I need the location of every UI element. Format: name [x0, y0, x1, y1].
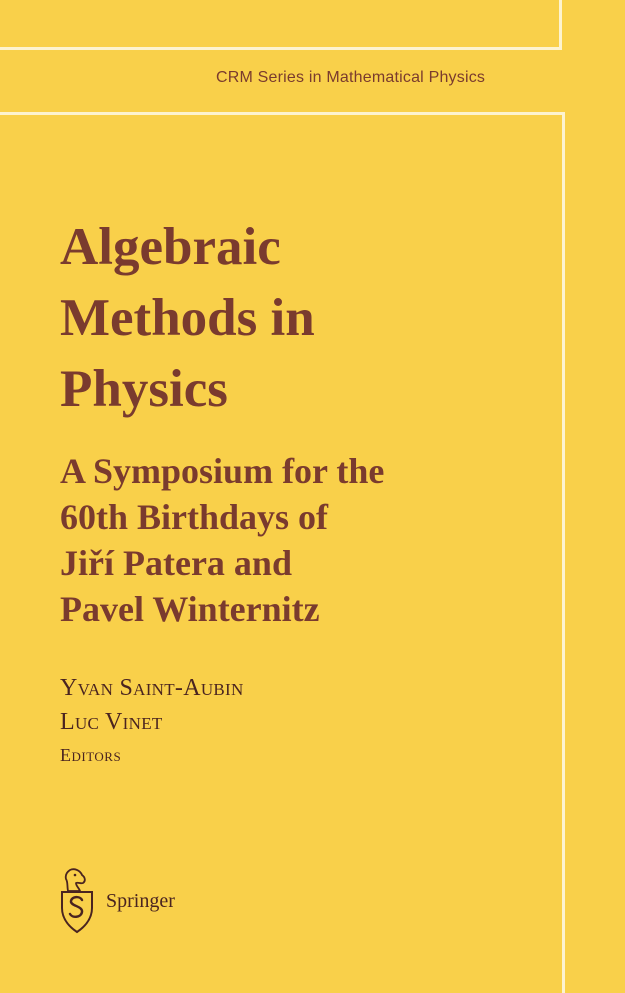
title-line: Algebraic	[60, 218, 281, 276]
publisher	[56, 866, 175, 936]
top-frame-rule	[0, 47, 562, 50]
title-line: Physics	[60, 360, 228, 418]
editors-label: Editors	[60, 745, 122, 765]
book-subtitle	[60, 448, 384, 632]
subtitle-line: Pavel Winternitz	[60, 589, 320, 629]
series-name: CRM Series in Mathematical Physics	[216, 69, 486, 86]
book-title	[60, 212, 315, 425]
subtitle-line: A Symposium for the	[60, 451, 385, 491]
springer-knight-logo-icon	[56, 866, 98, 936]
editor-name: Luc Vinet	[60, 709, 163, 735]
editors-block	[60, 671, 244, 766]
subtitle-line: Jiří Patera and	[60, 543, 292, 583]
subtitle-line: 60th Birthdays of	[60, 497, 329, 537]
title-line: Methods in	[60, 289, 315, 347]
top-frame-rule-vertical	[559, 0, 562, 50]
publisher-name: Springer	[106, 889, 175, 912]
right-frame-rule	[562, 112, 565, 993]
editor-name: Yvan Saint-Aubin	[60, 675, 244, 701]
series-frame-rule	[0, 112, 565, 115]
